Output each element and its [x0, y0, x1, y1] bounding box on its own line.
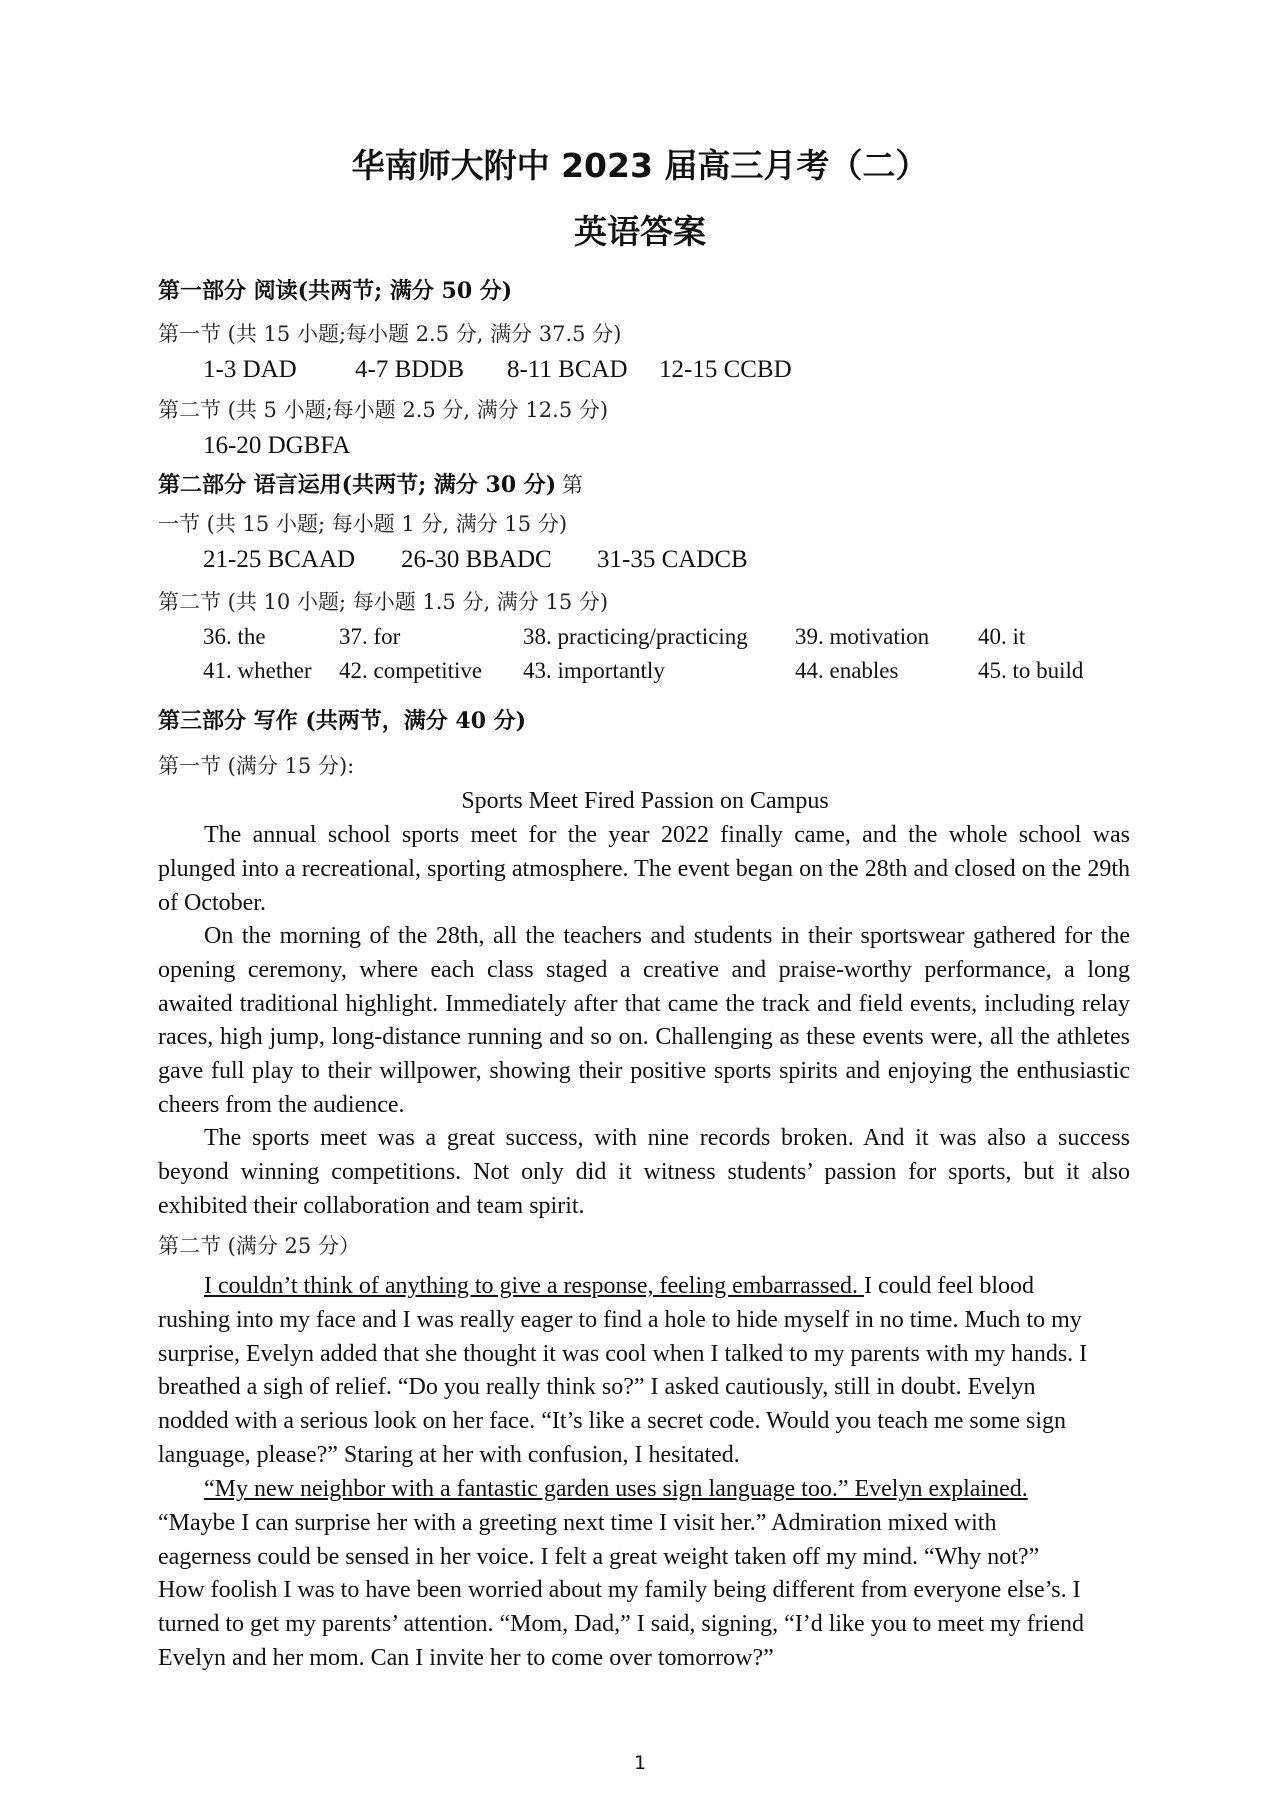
answer-group: 21-25 BCAAD — [203, 546, 356, 573]
part2-section1-heading: 一节 (共 15 小题; 每小题 1 分, 满分 15 分) — [158, 512, 568, 536]
continuation-paragraph — [158, 1473, 1088, 1676]
blank-answer: 43. importantly — [523, 658, 665, 683]
part2-heading-tail: 第 — [561, 473, 583, 497]
part1-section2-heading: 第二节 (共 5 小题;每小题 2.5 分, 满分 12.5 分) — [158, 398, 609, 422]
part2-heading: 第二部分 语言运用(共两节; 满分 30 分) — [158, 472, 557, 498]
answer-group: 8-11 BCAD — [507, 356, 628, 383]
continuation-paragraph — [158, 1270, 1088, 1473]
part3-section2-heading: 第二节 (满分 25 分） — [158, 1234, 360, 1258]
answer-group: 4-7 BDDB — [355, 356, 465, 383]
blank-answer: 42. competitive — [339, 658, 483, 683]
essay-title: Sports Meet Fired Passion on Campus — [461, 788, 829, 814]
blank-answer: 38. practicing/practicing — [523, 624, 748, 649]
blank-answer: 37. for — [339, 624, 401, 649]
answer-group: 26-30 BBADC — [401, 546, 552, 573]
part2-heading-line — [158, 468, 583, 499]
answer-group: 31-35 CADCB — [597, 546, 748, 573]
part3-section1-heading: 第一节 (满分 15 分): — [158, 754, 355, 778]
paragraph-text: I could feel blood rushing into my face and I was really eager to find a hole to hide myself in no time. Much to my surprise, Evelyn added that she thought it was cool when I talked to my parents with my hands. I breathed a sigh of relief. “Do you really think so?” I asked cautiously, still in doubt. Evelyn nodded with a serious look on her face. “It’s like a secret code. Would you teach me some sign language, please?” Staring at her with confusion, I hesitated. — [158, 1273, 1088, 1468]
part1-section1-heading: 第一节 (共 15 小题;每小题 2.5 分, 满分 37.5 分) — [158, 322, 622, 346]
part1-section1-answers — [203, 356, 792, 384]
answer-group: 16-20 DGBFA — [203, 432, 351, 459]
blank-answer: 39. motivation — [795, 624, 930, 649]
essay-paragraph: The sports meet was a great success, with nine records broken. And it was also a success beyond winning competitions. Not only did it witness students’ passion for sports, but it also exhibited their collaboration and team spirit. — [158, 1125, 1130, 1219]
page-subtitle: 英语答案 — [574, 212, 706, 251]
blank-answer: 36. the — [203, 624, 266, 649]
given-opening-sentence: “My new neighbor with a fantastic garden uses sign language too.” Evelyn explained. — [204, 1476, 1028, 1502]
blank-answer: 44. enables — [795, 658, 899, 683]
blank-answer: 45. to build — [978, 658, 1084, 683]
answer-group: 12-15 CCBD — [659, 356, 792, 383]
essay-paragraph: On the morning of the 28th, all the teachers and students in their sportswear gathered for the opening ceremony, where each class staged a creative and praise-worthy performance, a long awaited traditional highlight. Immediately after that came the track and field events, including relay races, high jump, long-distance running and so on. Challenging as these events were, all the athletes gave full play to their willpower, showing their positive sports spirits and enjoying the enthusiastic cheers from the audience. — [158, 923, 1130, 1118]
given-opening-sentence: I couldn’t think of anything to give a response, feeling embarrassed. — [204, 1273, 865, 1299]
paragraph-text: “Maybe I can surprise her with a greeting next time I visit her.” Admiration mixed with eagerness could be sensed in her voice. I felt a great weight taken off my mind. “Why not?” How foolish I was to have been worried about my family being different from everyone else’s. I turned to get my parents’ attention. “Mom, Dad,” I said, signing, “I’d like you to meet my friend Evelyn and her mom. Can I invite her to come over tomorrow?” — [158, 1509, 1084, 1671]
part1-heading: 第一部分 阅读(共两节; 满分 50 分) — [158, 278, 513, 304]
page-title: 华南师大附中 2023 届高三月考（二） — [351, 146, 929, 185]
essay-paragraph: The annual school sports meet for the year 2022 finally came, and the whole school was plunged into a recreational, sporting atmosphere. The event began on the 28th and closed on the 29th of October. — [158, 822, 1130, 916]
part2-section2-heading: 第二节 (共 10 小题; 每小题 1.5 分, 满分 15 分) — [158, 590, 609, 614]
part1-section2-answers — [203, 432, 350, 460]
blank-answer: 40. it — [978, 624, 1026, 649]
answer-group: 1-3 DAD — [203, 356, 297, 383]
part2-section1-answers — [203, 546, 748, 574]
page-number: 1 — [633, 1752, 647, 1774]
blank-answer: 41. whether — [203, 658, 312, 683]
part3-heading: 第三部分 写作 (共两节，满分 40 分) — [158, 708, 527, 734]
